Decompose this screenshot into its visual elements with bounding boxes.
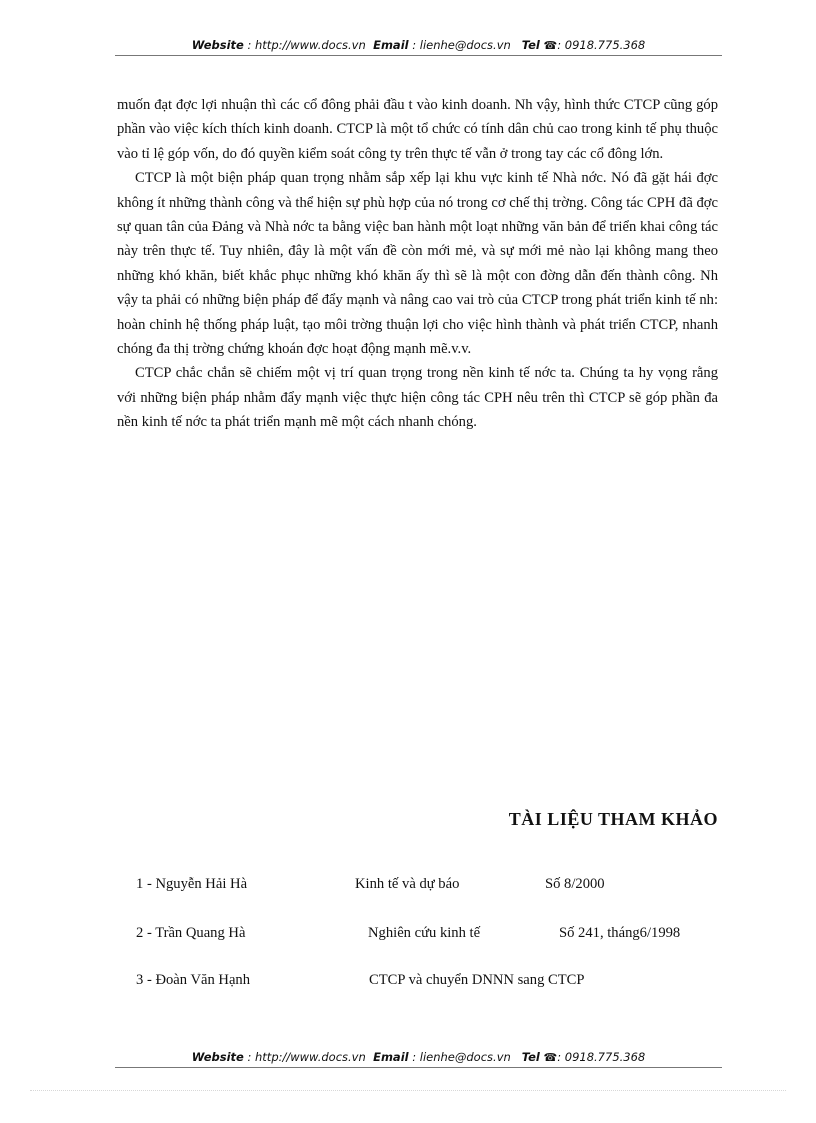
header-tel-value: : 0918.775.368: [557, 38, 646, 52]
footer-website-link[interactable]: : http://www.docs.vn: [247, 1050, 366, 1064]
reference-work: CTCP và chuyển DNNN sang CTCP: [369, 972, 585, 988]
footer-tel-value: : 0918.775.368: [557, 1050, 646, 1064]
footer-website-label: Website: [191, 1050, 244, 1064]
references-title: TÀI LIỆU THAM KHẢO: [508, 809, 718, 829]
reference-author: 2 - Trần Quang Hà: [136, 925, 246, 941]
page-bottom-border: [30, 1090, 786, 1091]
header-tel-label: Tel: [521, 38, 540, 52]
page-header: [115, 38, 722, 56]
page-footer: [115, 1050, 722, 1068]
reference-work: Nghiên cứu kinh tế: [368, 925, 481, 941]
phone-icon: ☎: [543, 1051, 558, 1064]
body-paragraph-1: muốn đạt đợc lợi nhuận thì các cổ đông phải đầu t vào kinh doanh. Nh vậy, hình thức CTCP cũng góp phần vào việc kích thích kinh doanh. CTCP là một tổ chức có tính dân chủ cao trong kinh tế phụ thuộc vào tỉ lệ góp vốn, do đó quyền kiểm soát công ty trên thực tế vẫn ở trong tay các cổ đông lớn.: [117, 97, 718, 162]
phone-icon: ☎: [543, 39, 558, 52]
reference-author: 3 - Đoàn Văn Hạnh: [136, 972, 251, 988]
reference-issue: Số 8/2000: [545, 876, 605, 892]
footer-tel-label: Tel: [521, 1050, 540, 1064]
body-paragraph-2: CTCP là một biện pháp quan trọng nhằm sắp xếp lại khu vực kinh tế Nhà nớc. Nó đã gặt hái đợc không ít những thành công và thể hiện sự phù hợp của nó trong cơ chế thị trờng. Công tác CPH đã đợc sự quan tân của Đảng và Nhà nớc ta bằng việc ban hành một loạt những văn bản để triển khai công tác này trên thực tế. Tuy nhiên, đây là một vấn đề còn mới mẻ, và sự mới mẻ nào lại không mang theo những khó khăn, biết khắc phục những khó khăn ấy thì sẽ là một con đờng dẫn đến thành công. Nh vậy ta phải có những biện pháp để đẩy mạnh và nâng cao vai trò của CTCP trong phát triển kinh tế nh: hoàn chỉnh hệ thống pháp luật, tạo môi trờng thuận lợi cho việc hình thành và phát triển CTCP, nhanh chóng đa thị trờng chứng khoán đợc hoạt động mạnh mẽ.v.v.: [117, 170, 718, 358]
header-website-link[interactable]: : http://www.docs.vn: [247, 38, 366, 52]
header-email-link[interactable]: : lienhe@docs.vn: [412, 38, 511, 52]
footer-email-label: Email: [373, 1050, 409, 1064]
header-email-label: Email: [373, 38, 409, 52]
document-body: [117, 93, 718, 435]
footer-email-link[interactable]: : lienhe@docs.vn: [412, 1050, 511, 1064]
reference-work: Kinh tế và dự báo: [355, 876, 460, 892]
reference-author: 1 - Nguyễn Hải Hà: [136, 876, 248, 892]
reference-issue: Số 241, tháng6/1998: [559, 925, 681, 941]
body-paragraph-3: CTCP chắc chắn sẽ chiếm một vị trí quan trọng trong nền kinh tế nớc ta. Chúng ta hy vọng rằng với những biện pháp nhằm đẩy mạnh việc thực hiện công tác CPH nêu trên thì CTCP sẽ góp phần đa nền kinh tế nớc ta phát triển mạnh mẽ một cách nhanh chóng.: [117, 365, 718, 431]
header-website-label: Website: [191, 38, 244, 52]
